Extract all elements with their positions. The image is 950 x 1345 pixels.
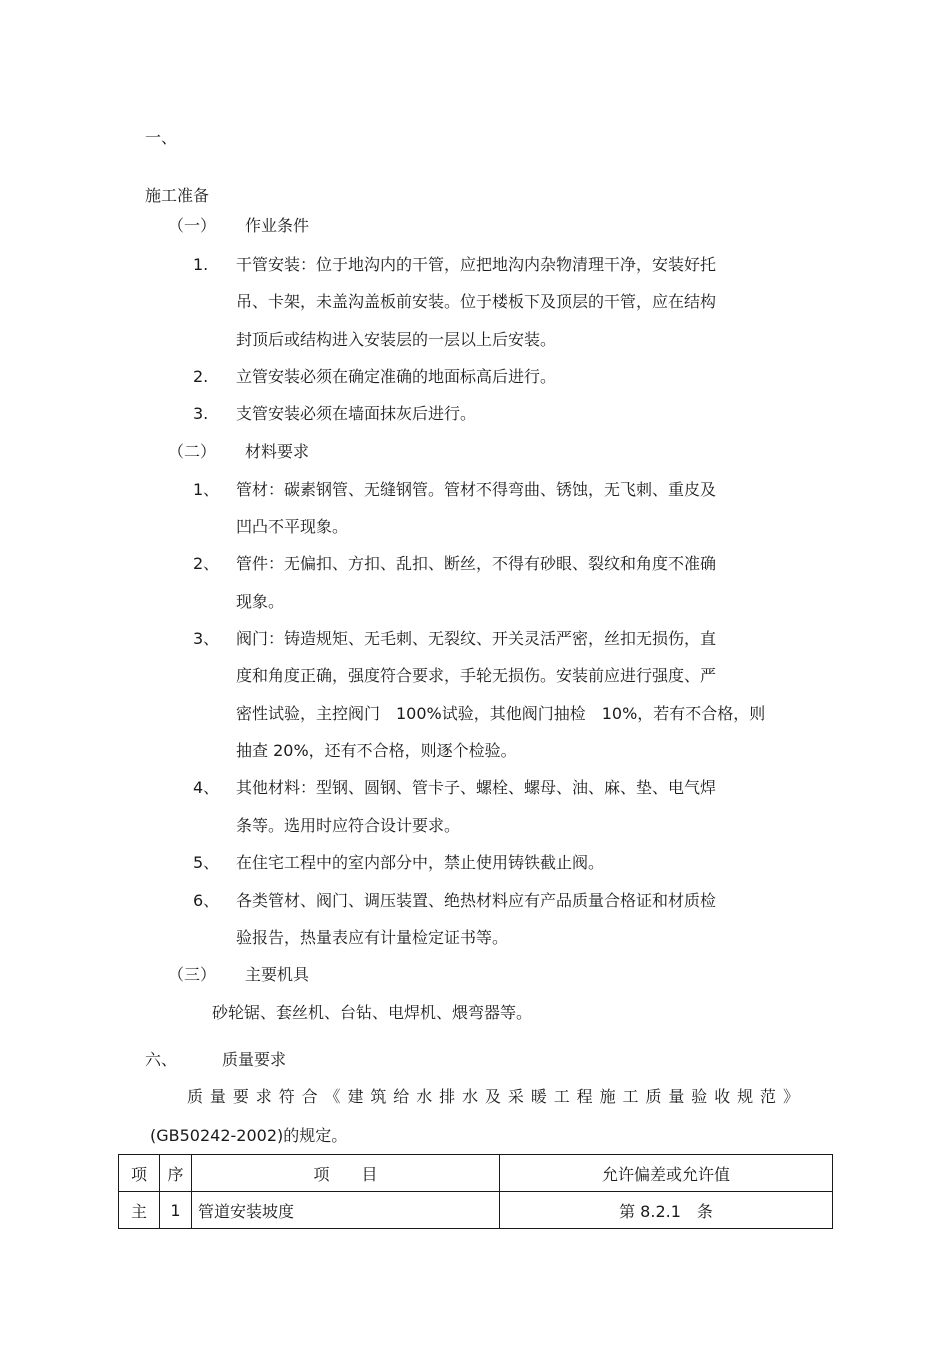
header-item: 项 目 [192, 1155, 500, 1192]
material-item-3-line-2: 度和角度正确，强度符合要求，手轮无损伤。安装前应进行强度、严 [236, 666, 717, 685]
quality-char: 排 [439, 1087, 456, 1106]
quality-char: 建 [347, 1087, 364, 1106]
work-item-1-num: 1. [193, 255, 209, 274]
quality-char: 验 [691, 1087, 708, 1106]
quality-char: 收 [714, 1087, 731, 1106]
quality-char: 量 [668, 1087, 685, 1106]
cell-type: 主 [119, 1192, 160, 1229]
quality-char: 符 [278, 1087, 295, 1106]
cell-tolerance: 第 8.2.1 条 [500, 1192, 833, 1229]
quality-char: 筑 [370, 1087, 387, 1106]
quality-char: 《 [324, 1087, 341, 1106]
sub1-title: 作业条件 [245, 216, 310, 235]
sub2-num: （二） [168, 442, 217, 461]
quality-char: 范 [760, 1087, 777, 1106]
material-item-3-num: 3、 [193, 629, 220, 648]
section6-num: 六、 [145, 1050, 178, 1069]
quality-char: 量 [209, 1087, 226, 1106]
material-item-5-num: 5、 [193, 853, 220, 872]
material-item-4-line-1: 其他材料：型钢、圆钢、管卡子、螺栓、螺母、油、麻、垫、电气焊 [236, 778, 717, 797]
work-item-1-line-3: 封顶后或结构进入安装层的一层以上后安装。 [236, 330, 557, 349]
cell-seq: 1 [160, 1192, 192, 1229]
header-seq: 序 [160, 1155, 192, 1192]
header-tolerance: 允许偏差或允许值 [500, 1155, 833, 1192]
heading-one: 一、 [145, 128, 178, 147]
material-item-6-line-1: 各类管材、阀门、调压装置、绝热材料应有产品质量合格证和材质检 [236, 891, 717, 910]
material-item-4-line-2: 条等。选用时应符合设计要求。 [236, 816, 461, 835]
quality-char: 质 [645, 1087, 662, 1106]
section6-title: 质量要求 [222, 1050, 287, 1069]
tools-text: 砂轮锯、套丝机、台钻、电焊机、煨弯器等。 [212, 1003, 533, 1022]
material-item-3-line-3: 密性试验，主控阀门 100%试验，其他阀门抽检 10%，若有不合格，则 [236, 704, 766, 723]
material-item-5-line-1: 在住宅工程中的室内部分中，禁止使用铸铁截止阀。 [236, 853, 605, 872]
quality-char: 求 [255, 1087, 272, 1106]
quality-text-line-2: (GB50242-2002)的规定。 [150, 1126, 348, 1145]
material-item-4-num: 4、 [193, 778, 220, 797]
quality-char: 暖 [530, 1087, 547, 1106]
material-item-2-line-1: 管件：无偏扣、方扣、乱扣、断丝，不得有砂眼、裂纹和角度不准确 [236, 554, 717, 573]
material-item-1-line-2: 凹凸不平现象。 [236, 517, 349, 536]
quality-char: 质 [187, 1087, 204, 1106]
work-item-3-num: 3. [193, 404, 209, 423]
quality-char: 》 [782, 1087, 799, 1106]
quality-char: 采 [507, 1087, 524, 1106]
quality-text-line-1 [187, 1087, 799, 1107]
material-item-2-num: 2、 [193, 554, 220, 573]
table-header-row [119, 1155, 833, 1192]
quality-char: 工 [553, 1087, 570, 1106]
work-item-3-line-1: 支管安装必须在墙面抹灰后进行。 [236, 404, 477, 423]
header-item-type: 项 [119, 1155, 160, 1192]
sub3-title: 主要机具 [245, 965, 310, 984]
material-item-2-line-2: 现象。 [236, 592, 285, 611]
quality-char: 水 [462, 1087, 479, 1106]
material-item-1-line-1: 管材：碳素钢管、无缝钢管。管材不得弯曲、锈蚀，无飞刺、重皮及 [236, 480, 717, 499]
quality-char: 规 [737, 1087, 754, 1106]
quality-char: 及 [484, 1087, 501, 1106]
quality-char: 水 [416, 1087, 433, 1106]
material-item-3-line-4: 抽查 20%，还有不合格，则逐个检验。 [236, 741, 517, 760]
quality-char: 合 [301, 1087, 318, 1106]
table-row [119, 1192, 833, 1229]
quality-char: 施 [599, 1087, 616, 1106]
quality-char: 工 [622, 1087, 639, 1106]
sub3-num: （三） [168, 965, 217, 984]
material-item-1-num: 1、 [193, 480, 220, 499]
work-item-1-line-1: 干管安装：位于地沟内的干管，应把地沟内杂物清理干净，安装好托 [236, 255, 717, 274]
sub1-num: （一） [168, 216, 217, 235]
section-title-prep: 施工准备 [145, 186, 210, 205]
work-item-2-line-1: 立管安装必须在确定准确的地面标高后进行。 [236, 367, 557, 386]
quality-char: 要 [232, 1087, 249, 1106]
quality-table [118, 1154, 833, 1229]
material-item-6-line-2: 验报告，热量表应有计量检定证书等。 [236, 928, 509, 947]
sub2-title: 材料要求 [245, 442, 310, 461]
work-item-2-num: 2. [193, 367, 209, 386]
work-item-1-line-2: 吊、卡架，未盖沟盖板前安装。位于楼板下及顶层的干管，应在结构 [236, 292, 717, 311]
quality-char: 程 [576, 1087, 593, 1106]
material-item-6-num: 6、 [193, 891, 220, 910]
material-item-3-line-1: 阀门：铸造规矩、无毛刺、无裂纹、开关灵活严密，丝扣无损伤，直 [236, 629, 717, 648]
quality-char: 给 [393, 1087, 410, 1106]
cell-item: 管道安装坡度 [192, 1192, 500, 1229]
